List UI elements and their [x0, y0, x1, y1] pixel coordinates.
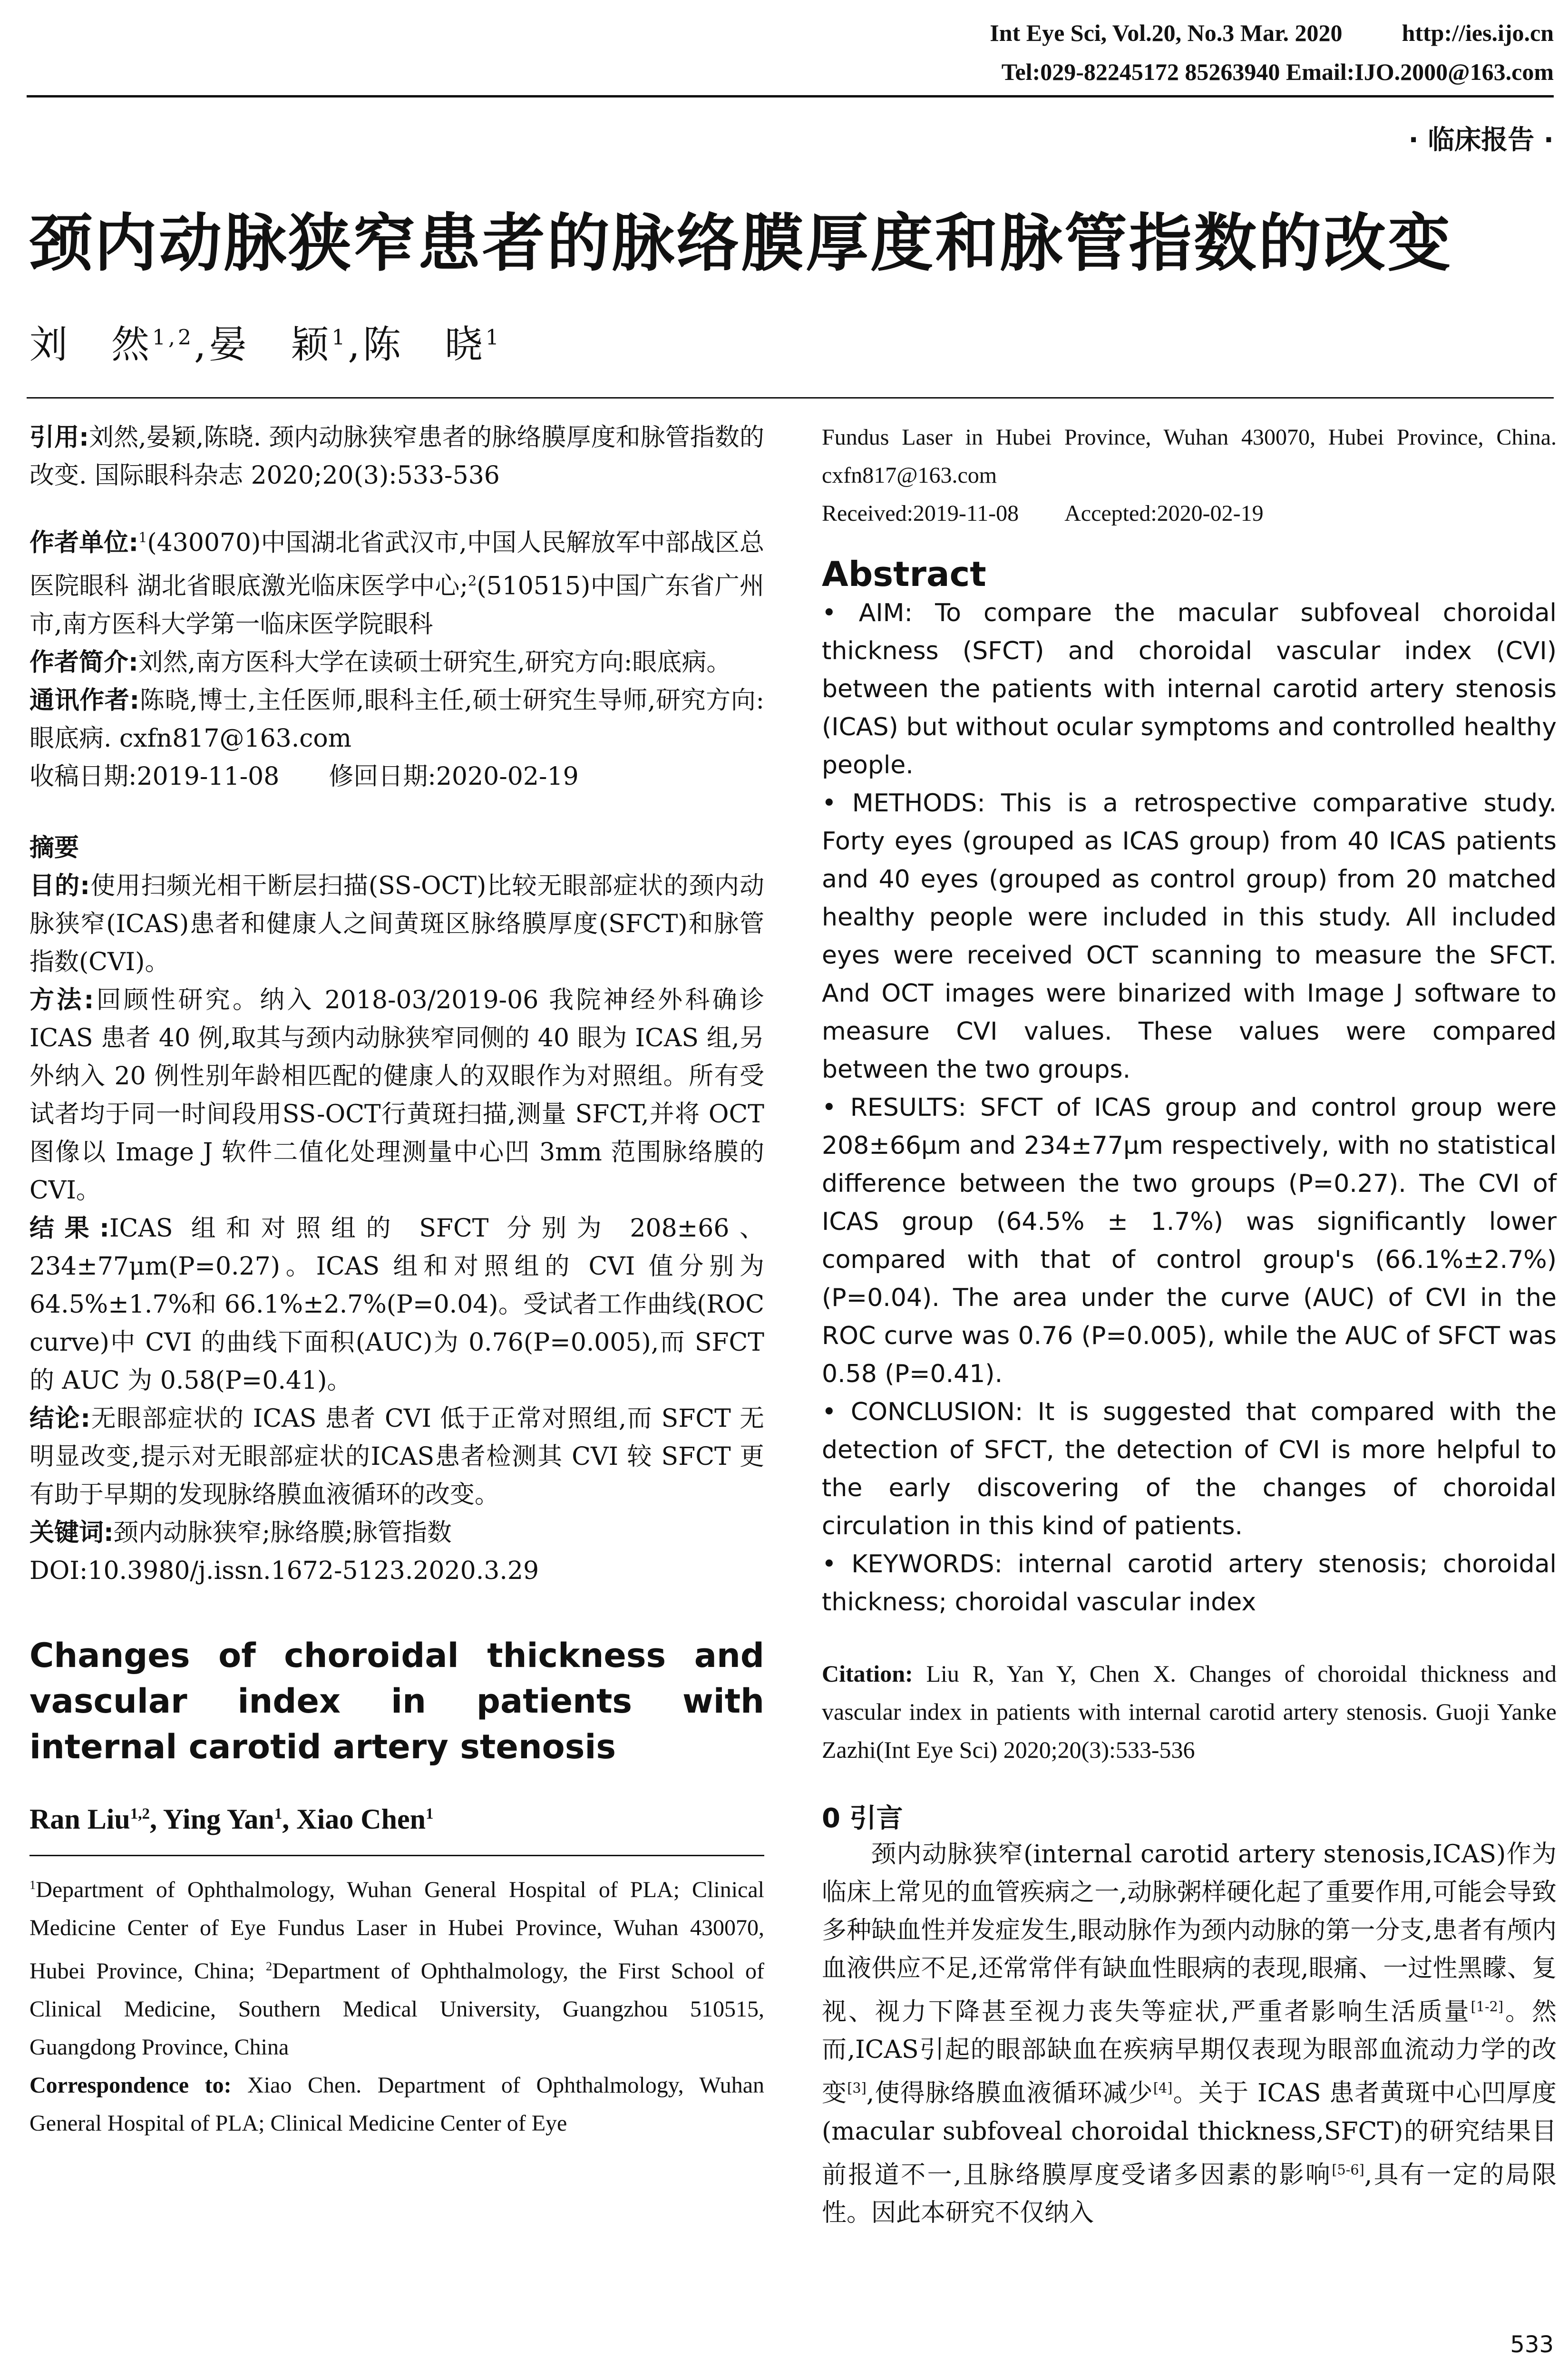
conclusion-text: 无眼部症状的 ICAS 患者 CVI 低于正常对照组,而 SFCT 无明显改变,提示对无眼部症状的ICAS患者检测其 CVI 较 SFCT 更有助于早期的发现脉络膜血液循环的改变。: [29, 1404, 765, 1509]
left-column: [29, 419, 764, 2143]
purpose-text: 使用扫频光相干断层扫描(SS-OCT)比较无眼部症状的颈内动脉狭窄(ICAS)患者和健康人之间黄斑区脉络膜厚度(SFCT)和脉管指数(CVI)。: [29, 871, 764, 976]
author-affil-sup: 1,2: [152, 325, 194, 350]
reference-mark[interactable]: [5-6]: [1332, 2161, 1364, 2178]
author-bio: [29, 643, 764, 682]
author-affil-sup: 1: [485, 325, 502, 350]
affil-text: Department of Ophthalmology, the First School of Clinical Medicine, Southern Medical University, Guangzhou 510515, Guangdong Province, China: [29, 1958, 764, 2060]
author-name: Xiao Chen: [296, 1803, 426, 1835]
en-corr-text: Xiao Chen. Department of Ophthalmology, Wuhan General Hospital of PLA; Clinical Medicine Center of Eye: [29, 2072, 765, 2136]
doi[interactable]: DOI:10.3980/j.issn.1672-5123.2020.3.29: [29, 1556, 539, 1585]
intro-text: 。然而,ICAS引起的眼部缺血在疾病早期仅表现为眼部血流动力学的改变: [822, 1997, 1557, 2108]
article-title-en: Changes of choroidal thickness and vascular index in patients with internal carotid artery stenosis: [29, 1636, 764, 1766]
conclusion-label: 结论:: [29, 1404, 91, 1433]
authors-zh: [29, 314, 502, 369]
abstract-methods-en: [822, 784, 1557, 1089]
author-name: 陈 晓: [362, 322, 486, 367]
keywords-label-en: • KEYWORDS:: [822, 1550, 1003, 1578]
citation-en: [822, 1655, 1557, 1769]
author-separator: ,: [194, 322, 209, 367]
keywords-text-en: internal carotid artery stenosis; choroidal thickness; choroidal vascular index: [822, 1550, 1557, 1617]
keywords-en: [822, 1545, 1557, 1621]
results-label: 结果:: [29, 1214, 109, 1243]
author-affil-sup: 1: [331, 325, 348, 350]
abstract-heading-zh: 摘要: [29, 833, 79, 862]
results-text-en: SFCT of ICAS group and control group were 208±66μm and 234±77μm respectively, with no statistical difference between the two groups (P=0.27). The CVI of ICAS group (64.5% ± 1.7%) was significantly lower compared with that of control group's (66.1%±2.7%) (P=0.04). The area under the curve (AUC) of CVI in the ROC curve was 0.76 (P=0.005), while the AUC of SFCT was 0.58 (P=0.41).: [822, 1093, 1557, 1388]
citation-text-en: Liu R, Yan Y, Chen X. Changes of choroidal thickness and vascular index in patients with internal carotid artery stenosis. Guoji Yanke Zazhi(Int Eye Sci) 2020;20(3):533-536: [822, 1660, 1557, 1763]
abstract-results: [29, 1209, 764, 1400]
article-title-zh: 颈内动脉狭窄患者的脉络膜厚度和脉管指数的改变: [29, 207, 1452, 280]
reference-mark[interactable]: [4]: [1153, 2080, 1173, 2096]
abstract-heading-en: Abstract: [822, 554, 986, 594]
conclusion-text-en: It is suggested that compared with the detection of SFCT, the detection of CVI is more helpful to the early discovering of the changes of choroidal circulation in this kind of patients.: [822, 1398, 1557, 1540]
affil-sup: 1: [29, 1877, 36, 1892]
results-text: ICAS 组和对照组的 SFCT 分别为 208±66、234±77μm(P=0.27)。ICAS 组和对照组的 CVI 值分别为 64.5%±1.7%和 66.1%±2.7%(P=0.04)。受试者工作曲线(ROC curve)中 CVI 的曲线下面积(AUC)为 0.76(P=0.005),而 SFCT 的 AUC 为 0.58(P=0.41)。: [29, 1214, 765, 1395]
author-affil-sup: 1: [274, 1805, 282, 1822]
corresponding-author: [29, 682, 764, 758]
results-label-en: • RESULTS:: [822, 1093, 966, 1122]
intro-text: 颈内动脉狭窄(internal carotid artery stenosis,ICAS)作为临床上常见的血管疾病之一,动脉粥样硬化起了重要作用,可能会导致多种缺血性并发症发生,眼动脉作为颈内动脉的第一分支,患者有颅内血液供应不足,还常常伴有缺血性眼病的表现,眼痛、一过性黑矇、复视、视力下降甚至视力丧失等症状,严重者影响生活质量: [822, 1840, 1557, 2026]
header-rule: [27, 95, 1554, 97]
authors-en: Ran Liu$^{1,2}$, Ying Yan$^1$, Xiao Chen$^1$: [29, 1803, 434, 1835]
methods-text-en: This is a retrospective comparative study. Forty eyes (grouped as ICAS group) from 40 ICAS patients and 40 eyes (grouped as control group) from 20 matched healthy people were included in this study. All included eyes were received OCT scanning to measure the SFCT. And OCT images were binarized with Image J software to measure CVI values. These values were compared between the two groups.: [822, 789, 1557, 1084]
affiliation-en: [29, 1866, 764, 2066]
journal-url[interactable]: http://ies.ijo.cn: [1402, 19, 1554, 46]
abstract-purpose: [29, 867, 764, 981]
running-header: [990, 19, 1554, 47]
citation-label-en: Citation:: [822, 1660, 913, 1687]
author-name: Ran Liu: [29, 1803, 130, 1835]
citation-label: 引用:: [29, 423, 89, 452]
citation-text: 刘然,晏颖,陈晓. 颈内动脉狭窄患者的脉络膜厚度和脉管指数的改变. 国际眼科杂志 2020;20(3):533-536: [29, 423, 764, 490]
en-corr-label: Correspondence to:: [29, 2072, 232, 2098]
intro-text: 。关于 ICAS 患者黄斑中心凹厚度(macular subfoveal choroidal thickness,SFCT)的研究结果目前报道不一,且脉络膜厚度受诸多因素的影响: [822, 2079, 1557, 2189]
bio-label: 作者简介:: [29, 648, 138, 677]
contact-line: Tel:029-82245172 85263940 Email:IJO.2000@163.com: [1001, 58, 1554, 85]
methods-label: 方法:: [29, 985, 94, 1014]
abstract-methods: [29, 981, 764, 1209]
intro-paragraph: [822, 1835, 1557, 2232]
affil-text: (510515)中国广东省广州市,南方医科大学第一临床医学院眼科: [29, 572, 764, 639]
purpose-label: 目的:: [29, 871, 90, 900]
abstract-results-en: [822, 1089, 1557, 1393]
affil-sup: 2: [265, 1958, 273, 1973]
abstract-aim: [822, 594, 1557, 784]
intro-text: ,使得脉络膜血液循环减少: [866, 2079, 1153, 2108]
section-tag: · 临床报告 ·: [1408, 125, 1554, 156]
journal-line: Int Eye Sci, Vol.20, No.3 Mar. 2020: [990, 19, 1343, 46]
corr-label: 通讯作者:: [29, 686, 140, 715]
keywords-zh: [29, 1514, 764, 1552]
dates: 收稿日期:2019-11-08 修回日期:2020-02-19: [29, 762, 579, 791]
aim-label: • AIM:: [822, 599, 913, 627]
right-column: [822, 419, 1557, 2232]
methods-text: 回顾性研究。纳入 2018-03/2019-06 我院神经外科确诊 ICAS 患者 40 例,取其与颈内动脉狭窄同侧的 40 眼为 ICAS 组,另外纳入 20 例性别年龄相匹配的健康人的双眼作为对照组。所有受试者均于同一时间段用SS-OCT行黄斑扫描,测量 SFCT,并将 OCT 图像以 Image J 软件二值化处理测量中心凹 3mm 范围脉络膜的 CVI。: [29, 985, 764, 1205]
abstract-conclusion-en: [822, 1393, 1557, 1545]
keywords-text: 颈内动脉狭窄;脉络膜;脉管指数: [113, 1518, 452, 1547]
affil-text: (430070)中国湖北省武汉市,中国人民解放军中部战区总医院眼科 湖北省眼底激光临床医学中心;: [29, 528, 765, 601]
affil-sup: 2: [468, 573, 477, 589]
title-rule: [27, 397, 1554, 399]
affil-sup: 1: [138, 529, 147, 546]
affiliation-zh: [29, 518, 764, 643]
conclusion-label-en: • CONCLUSION:: [822, 1398, 1023, 1426]
intro-text: ,具有一定的局限性。因此本研究不仅纳入: [822, 2160, 1557, 2227]
reference-mark[interactable]: [1-2]: [1471, 1998, 1503, 2015]
corr-text: 陈晓,博士,主任医师,眼科主任,硕士研究生导师,研究方向:眼底病. cxfn817@163.com: [29, 686, 765, 753]
author-name: Ying Yan: [163, 1803, 274, 1835]
page-number: 533: [1510, 2331, 1554, 2358]
reference-mark[interactable]: [3]: [847, 2080, 867, 2096]
aim-text: To compare the macular subfoveal choroidal thickness (SFCT) and choroidal vascular index (CVI) between the patients with internal carotid artery stenosis (ICAS) but without ocular symptoms and controlled healthy people.: [822, 599, 1557, 779]
keywords-label: 关键词:: [29, 1518, 114, 1547]
author-name: 晏 颖: [209, 322, 332, 367]
intro-heading: 0 引言: [822, 1803, 903, 1834]
citation-zh: [29, 419, 764, 495]
correspondence-en-cont: Fundus Laser in Hubei Province, Wuhan 430070, Hubei Province, China. cxfn817@163.com: [822, 425, 1557, 488]
author-name: 刘 然: [29, 322, 152, 367]
methods-label-en: • METHODS:: [822, 789, 985, 818]
received-dates: Received:2019-11-08 Accepted:2020-02-19: [822, 501, 1264, 526]
author-affil-sup: 1,2: [130, 1805, 150, 1822]
correspondence-en: [29, 2066, 764, 2143]
affil-text: Department of Ophthalmology, Wuhan General Hospital of PLA; Clinical Medicine Center of Eye Fundus Laser in Hubei Province, Wuhan 430070, Hubei Province, China;: [29, 1877, 764, 1984]
abstract-conclusion: [29, 1400, 764, 1514]
affil-label: 作者单位:: [29, 528, 139, 557]
author-separator: ,: [348, 322, 363, 367]
bio-text: 刘然,南方医科大学在读硕士研究生,研究方向:眼底病。: [138, 648, 731, 677]
author-affil-sup: 1: [425, 1805, 434, 1822]
